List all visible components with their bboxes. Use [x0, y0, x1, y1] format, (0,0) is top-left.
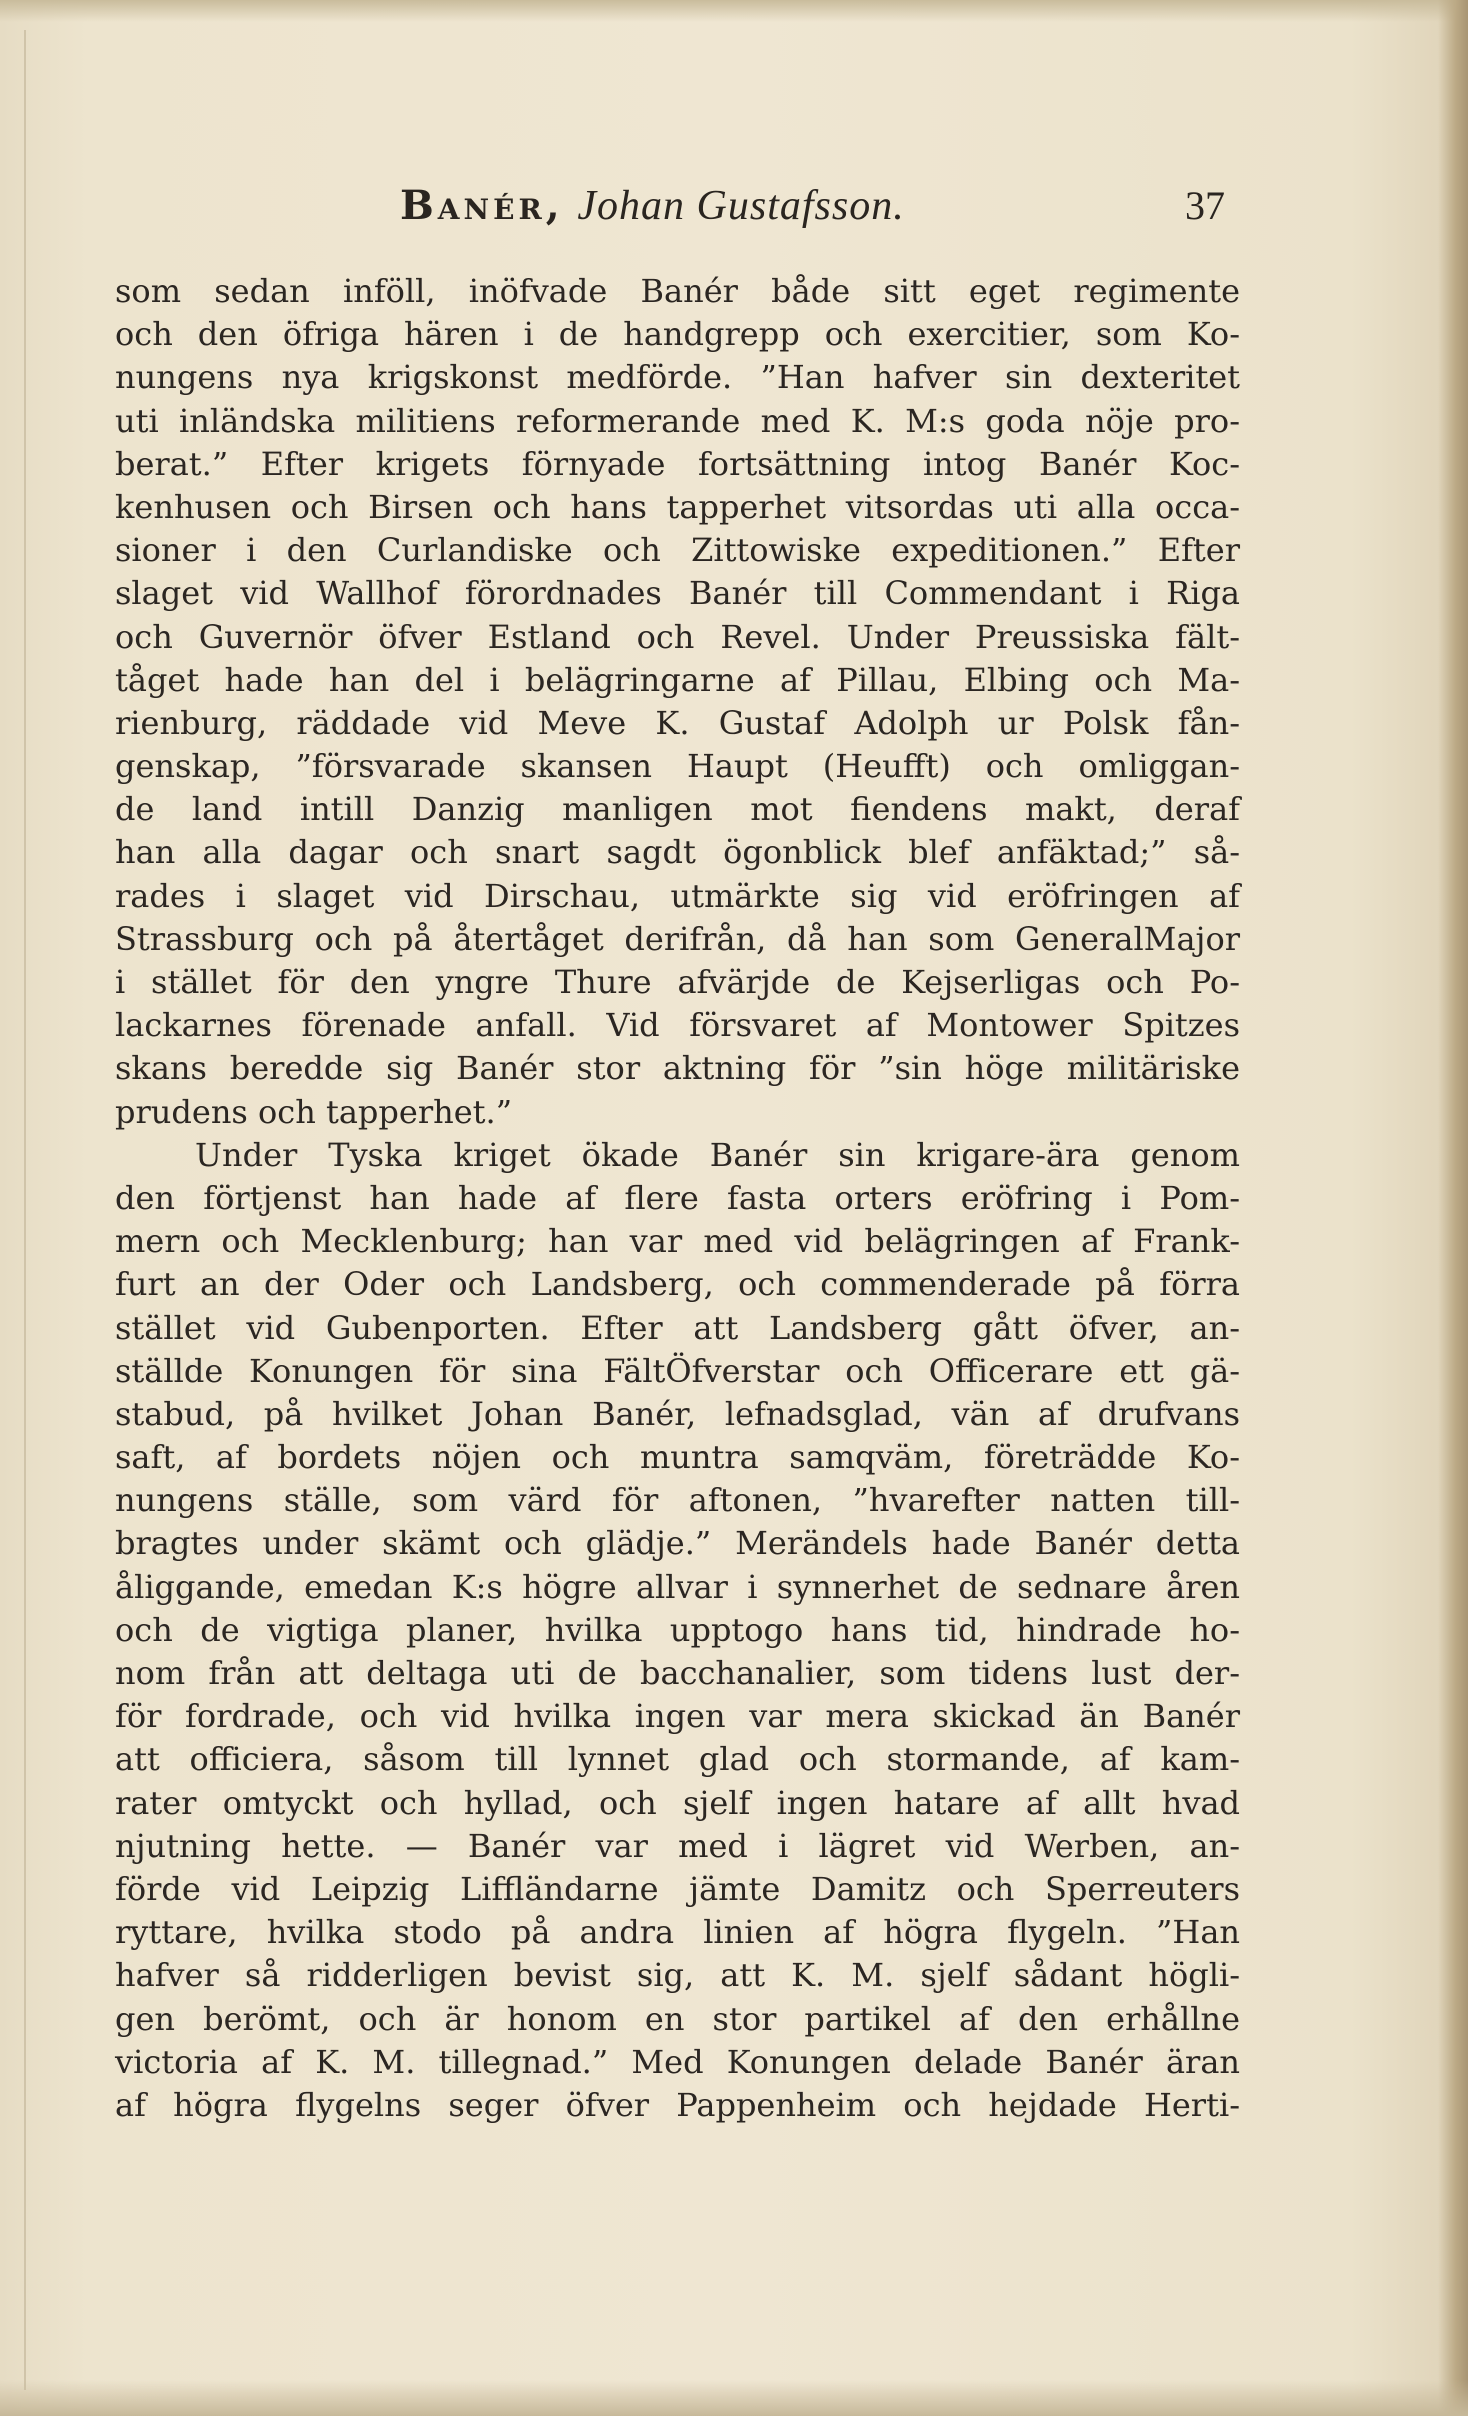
running-head-surname: Banér, [400, 182, 564, 229]
paragraph-start-line: Under Tyska kriget ökade Banér sin krigare-ära genom [195, 1135, 1240, 1174]
text-line: furt an der Oder och Landsberg, och commenderade på förra [115, 1265, 1240, 1304]
text-line: rater omtyckt och hyllad, och sjelf ingen hatare af allt hvad [115, 1783, 1240, 1822]
text-line: slaget vid Wallhof förordnades Banér till Commendant i Riga [115, 574, 1240, 613]
text-line: och Guvernör öfver Estland och Revel. Under Preussiska fält- [115, 617, 1240, 656]
running-head-given-name: Johan Gustafsson. [577, 183, 905, 229]
text-line: i stället för den yngre Thure afvärjde de Kejserligas och Po- [115, 963, 1240, 1001]
text-line: han alla dagar och snart sagdt ögonblick blef anfäktad;” så- [115, 833, 1240, 872]
text-line: victoria af K. M. tillegnad.” Med Konungen delade Banér äran [115, 2042, 1240, 2081]
text-line: de land intill Danzig manligen mot fiendens makt, deraf [115, 790, 1240, 829]
text-line: stället vid Gubenporten. Efter att Landsberg gått öfver, an- [115, 1308, 1240, 1347]
page-bottom-shadow [0, 2380, 1468, 2416]
binding-edge [24, 30, 26, 2390]
text-line: genskap, ”försvarade skansen Haupt (Heufft) och omliggan- [115, 747, 1240, 786]
text-line: rades i slaget vid Dirschau, utmärkte sig vid eröfringen af [115, 876, 1240, 915]
text-line: rienburg, räddade vid Meve K. Gustaf Adolph ur Polsk fån- [115, 703, 1240, 742]
text-line: af högra flygelns seger öfver Pappenheim och hejdade Herti- [115, 2085, 1240, 2124]
text-line: berat.” Efter krigets förnyade fortsättning intog Banér Koc- [115, 444, 1240, 483]
running-head-title [400, 182, 905, 230]
text-line: lackarnes förenade anfall. Vid försvaret af Montower Spitzes [115, 1006, 1240, 1045]
text-line: uti inländska militiens reformerande med K. M:s goda nöje pro- [115, 401, 1240, 440]
text-line: förde vid Leipzig Liffländarne jämte Damitz och Sperreuters [115, 1869, 1240, 1908]
text-line: nungens ställe, som värd för aftonen, ”hvarefter natten till- [115, 1481, 1240, 1520]
page-right-edge [1438, 0, 1468, 2416]
text-line: nungens nya krigskonst medförde. ”Han hafver sin dexteritet [115, 358, 1240, 397]
text-line: mern och Mecklenburg; han var med vid belägringen af Frank- [115, 1222, 1240, 1261]
text-line: gen berömt, och är honom en stor partikel af den erhållne [115, 1999, 1240, 2038]
text-line: och de vigtiga planer, hvilka upptogo hans tid, hindrade ho- [115, 1610, 1240, 1649]
text-line: stabud, på hvilket Johan Banér, lefnadsglad, vän af drufvans [115, 1394, 1240, 1433]
text-line: ställde Konungen för sina FältÖfverstar och Officerare ett gä- [115, 1351, 1240, 1390]
text-line: att officiera, såsom till lynnet glad och stormande, af kam- [115, 1740, 1240, 1779]
text-line: som sedan inföll, inöfvade Banér både sitt eget regimente [115, 272, 1240, 310]
text-line: den förtjenst han hade af flere fasta orters eröfring i Pom- [115, 1178, 1240, 1217]
text-line: tåget hade han del i belägringarne af Pillau, Elbing och Ma- [115, 660, 1240, 699]
text-line: Strassburg och på återtåget derifrån, då han som GeneralMajor [115, 919, 1240, 958]
text-line: bragtes under skämt och glädje.” Merändels hade Banér detta [115, 1524, 1240, 1563]
body-text [115, 270, 1240, 2127]
paragraph-end-line: prudens och tapperhet.” [115, 1092, 513, 1131]
text-line: ryttare, hvilka stodo på andra linien af högra flygeln. ”Han [115, 1913, 1240, 1952]
page-top-shadow [0, 0, 1468, 22]
running-head [115, 182, 1225, 242]
text-line: och den öfriga hären i de handgrepp och exercitier, som Ko- [115, 315, 1240, 354]
text-line: hafver så ridderligen bevist sig, att K. M. sjelf sådant högli- [115, 1956, 1240, 1995]
text-line: nom från att deltaga uti de bacchanalier, som tidens lust der- [115, 1654, 1240, 1692]
text-line: åliggande, emedan K:s högre allvar i synnerhet de sednare åren [115, 1567, 1240, 1606]
text-line: njutning hette. — Banér var med i lägret vid Werben, an- [115, 1826, 1240, 1865]
text-line: skans beredde sig Banér stor aktning för ”sin höge militäriske [115, 1049, 1240, 1088]
text-line: för fordrade, och vid hvilka ingen var mera skickad än Banér [115, 1697, 1240, 1736]
text-line: kenhusen och Birsen och hans tapperhet vitsordas uti alla occa- [115, 487, 1240, 526]
text-line: sioner i den Curlandiske och Zittowiske expeditionen.” Efter [115, 531, 1240, 570]
page-number: 37 [1185, 183, 1225, 228]
text-line: saft, af bordets nöjen och muntra samqväm, företrädde Ko- [115, 1438, 1240, 1477]
